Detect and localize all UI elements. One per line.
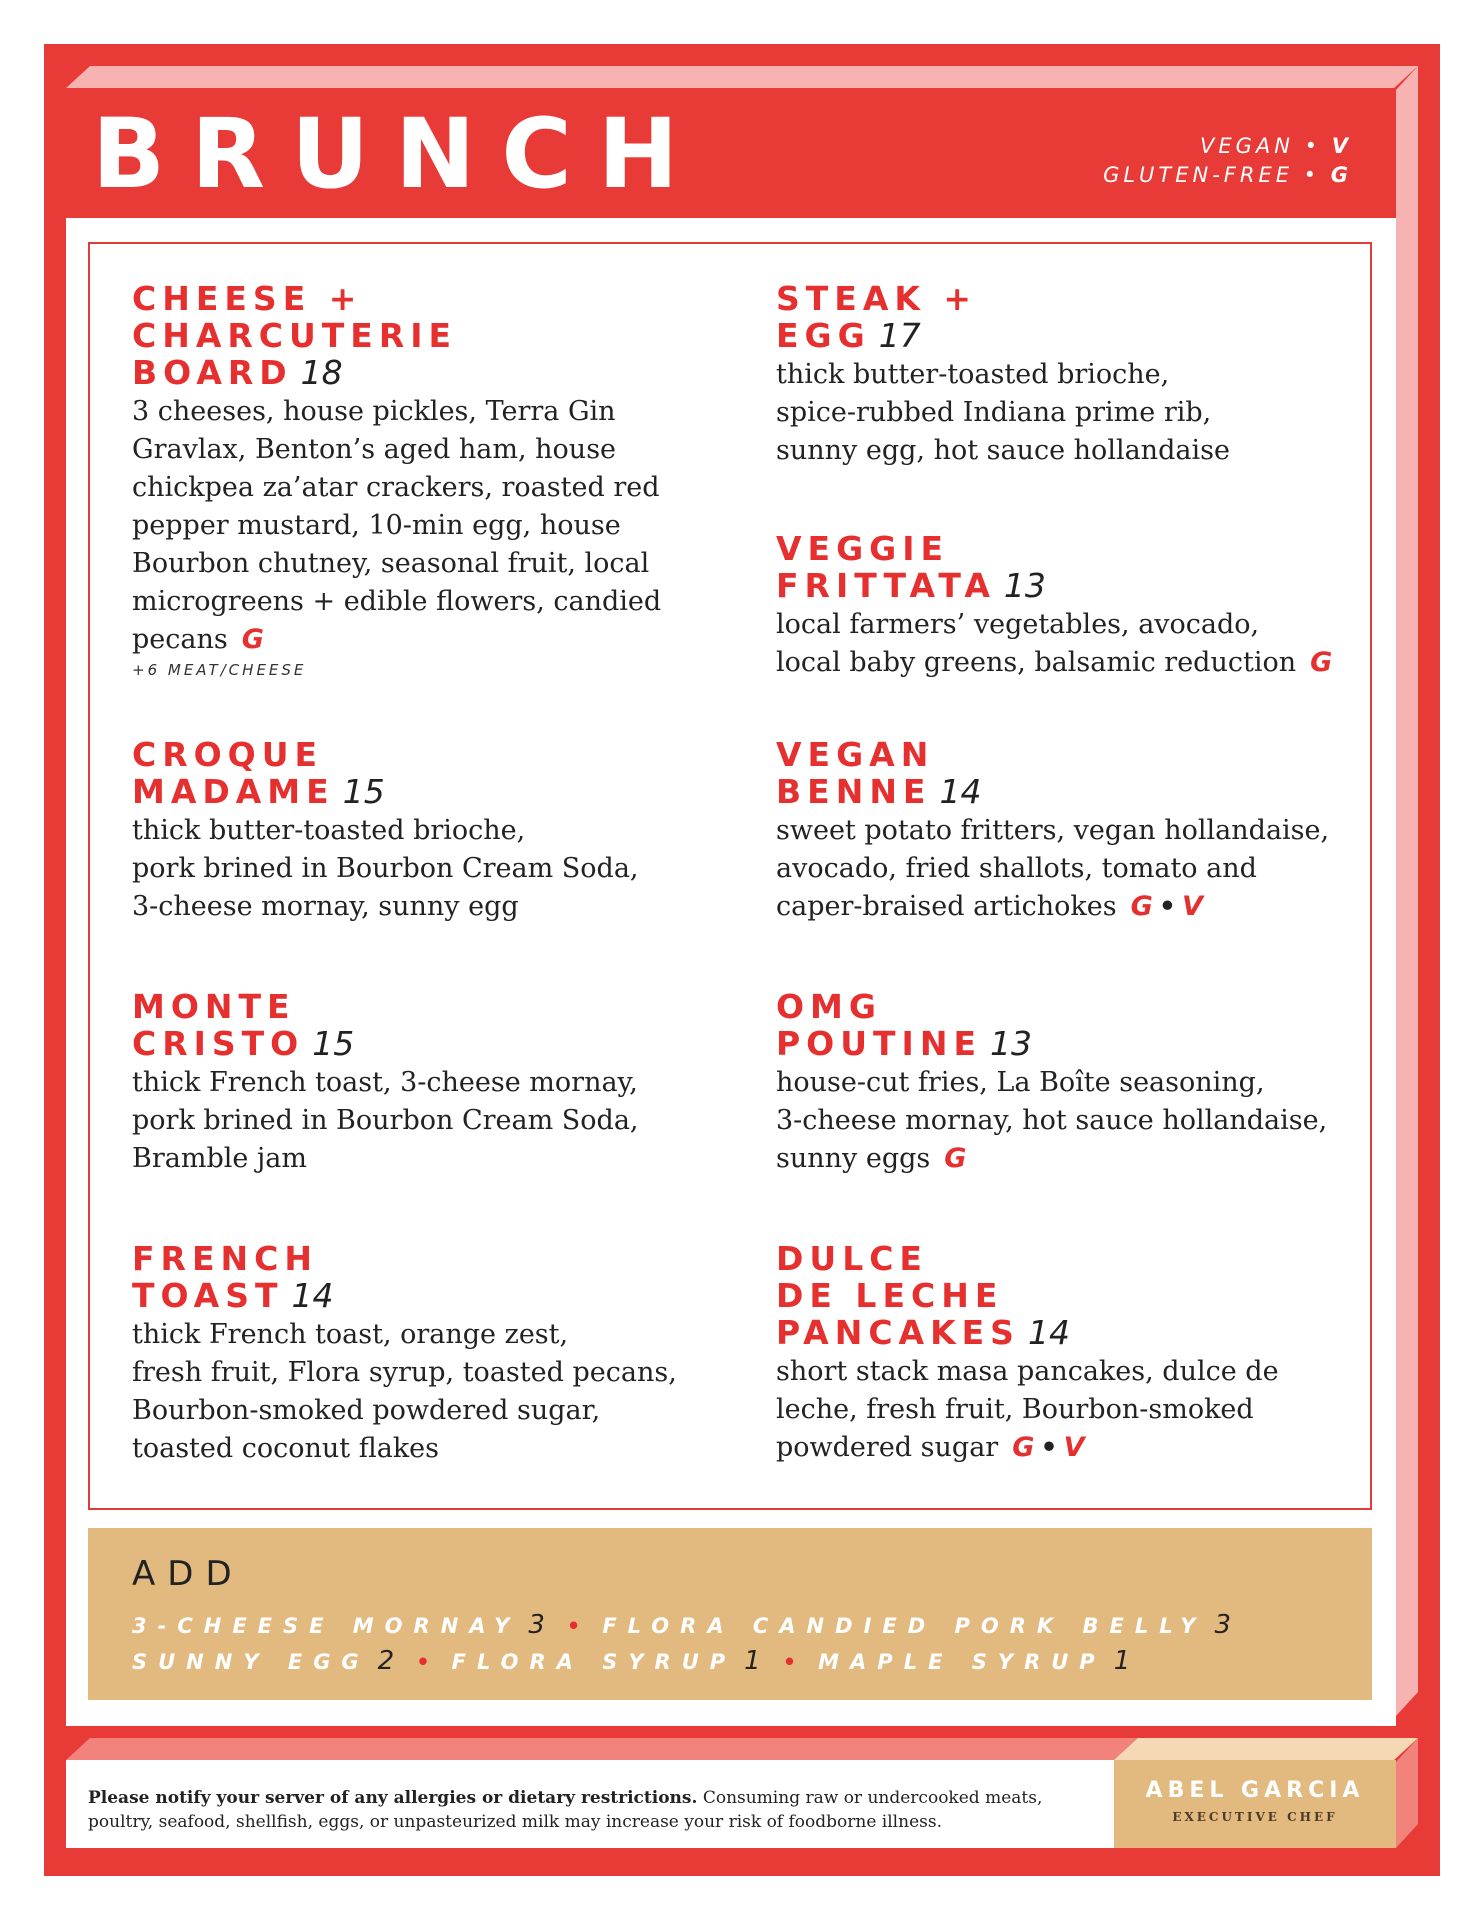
menu-items-box	[88, 242, 1372, 1510]
item-name: OMG POUTINE 13	[776, 987, 1032, 1063]
footer	[66, 1760, 1396, 1848]
item-price: 15	[342, 772, 385, 811]
menu-item-omg-poutine	[776, 988, 1336, 1178]
addon-separator: •	[566, 1614, 581, 1638]
item-description: sweet potato fritters, vegan hollandaise, avocado, fried shallots, tomato and caper-braised artichokes G • V	[776, 815, 1330, 922]
badge-separator: •	[1040, 1432, 1058, 1463]
item-name: VEGGIE FRITTATA 13	[776, 529, 1046, 605]
addon-separator: •	[416, 1650, 430, 1674]
item-description: local farmers’ vegetables, avocado, local baby greens, balsamic reduction G	[776, 609, 1333, 678]
menu-item-croque-madame	[132, 736, 692, 926]
legend-vegan: VEGAN • V	[1200, 134, 1352, 158]
menu-item-french-toast	[132, 1240, 692, 1468]
addon-price: 1	[744, 1646, 761, 1676]
addon-price: 1	[1113, 1646, 1131, 1676]
menu-item-steak-egg	[776, 280, 1336, 470]
addon-separator: •	[782, 1650, 797, 1674]
menu-panel	[66, 218, 1396, 1726]
chef-credit	[1114, 1760, 1396, 1848]
addon-price: 3	[528, 1610, 545, 1640]
chef-role: EXECUTIVE CHEF	[1172, 1810, 1338, 1824]
vegan-badge: V	[1182, 891, 1203, 922]
addon-label: 3-CHEESE MORNAY	[132, 1614, 521, 1638]
addon-label: FLORA SYRUP	[451, 1650, 737, 1674]
menu-item-veggie-frittata	[776, 530, 1336, 682]
menu-item-monte-cristo	[132, 988, 692, 1178]
header	[66, 88, 1396, 218]
item-name: VEGAN BENNE 14	[776, 735, 982, 811]
chef-bevel-top	[1114, 1738, 1418, 1760]
item-price: 13	[990, 1024, 1032, 1063]
allergy-notice	[88, 1786, 1048, 1834]
add-ons-line-2	[132, 1646, 1152, 1676]
item-description: thick butter-toasted brioche, spice-rubbed Indiana prime rib, sunny egg, hot sauce hollandaise	[776, 359, 1230, 466]
item-description: thick butter-toasted brioche, pork brined in Bourbon Cream Soda, 3-cheese mornay, sunny egg	[132, 815, 639, 922]
menu-item-cheese-charcuterie	[132, 280, 692, 679]
item-price: 14	[939, 772, 982, 811]
addon-price: 2	[377, 1646, 395, 1676]
legend-gluten-free: GLUTEN-FREE • G	[1103, 163, 1352, 187]
item-name: STEAK + EGG 17	[776, 279, 978, 355]
gluten-free-badge: G	[241, 624, 264, 655]
page-title: BRUNCH	[92, 98, 705, 210]
item-price: 17	[878, 316, 921, 355]
add-ons-box	[88, 1528, 1372, 1700]
gluten-free-badge: G	[1130, 891, 1153, 922]
item-addon-note: +6 MEAT/CHEESE	[132, 661, 307, 679]
item-description: short stack masa pancakes, dulce de leche, fresh fruit, Bourbon-smoked powdered sugar G • V	[776, 1356, 1279, 1463]
item-price: 15	[312, 1024, 355, 1063]
add-ons-line-1	[132, 1610, 1253, 1640]
chef-name: ABEL GARCIA	[1145, 1778, 1365, 1803]
allergy-notice-bold: Please notify your server of any allergies or dietary restrictions.	[88, 1788, 698, 1808]
item-name: CHEESE + CHARCUTERIE BOARD 18	[132, 279, 458, 392]
addon-label: FLORA CANDIED PORK BELLY	[602, 1614, 1207, 1638]
vegan-badge: V	[1063, 1432, 1085, 1463]
gluten-free-badge: G	[1310, 647, 1333, 678]
item-name: DULCE DE LECHE PANCAKES 14	[776, 1239, 1070, 1352]
badge-separator: •	[1158, 891, 1177, 922]
item-name: FRENCH TOAST 14	[132, 1239, 334, 1315]
diet-legend	[1103, 132, 1352, 190]
addon-price: 3	[1214, 1610, 1232, 1640]
item-price: 18	[300, 353, 343, 392]
item-description: thick French toast, 3-cheese mornay, pork brined in Bourbon Cream Soda, Bramble jam	[132, 1067, 639, 1174]
allergy-notice-text: Consuming raw or undercooked meats, poultry, seafood, shellfish, eggs, or unpasteurized milk may increase your risk of foodborne illness.	[88, 1788, 1043, 1832]
menu-item-dulce-de-leche-pancakes	[776, 1240, 1336, 1467]
menu-item-vegan-benne	[776, 736, 1336, 926]
item-name: CROQUE MADAME 15	[132, 735, 385, 811]
item-description: house-cut fries, La Boîte seasoning, 3-cheese mornay, hot sauce hollandaise, sunny eggs G	[776, 1067, 1328, 1174]
item-price: 13	[1003, 566, 1046, 605]
gluten-free-badge: G	[944, 1143, 967, 1174]
item-price: 14	[1027, 1313, 1070, 1352]
item-description: 3 cheeses, house pickles, Terra Gin Gravlax, Benton’s aged ham, house chickpea za’atar crackers, roasted red pepper mustard, 10-min egg, house Bourbon chutney, seasonal fruit, local microgreens + edible flowers, candied pecans G	[132, 396, 662, 655]
addon-label: MAPLE SYRUP	[818, 1650, 1106, 1674]
diet-badges	[1131, 891, 1203, 922]
diet-badges	[1012, 1432, 1084, 1463]
frame-bevel-right	[1396, 66, 1418, 1716]
gluten-free-badge: G	[1012, 1432, 1035, 1463]
add-ons-title: ADD	[132, 1554, 244, 1594]
frame-bevel-top	[66, 66, 1418, 88]
item-price: 14	[291, 1276, 334, 1315]
item-description: thick French toast, orange zest, fresh fruit, Flora syrup, toasted pecans, Bourbon-smoked powdered sugar, toasted coconut flakes	[132, 1319, 677, 1464]
item-name: MONTE CRISTO 15	[132, 987, 355, 1063]
addon-label: SUNNY EGG	[132, 1650, 370, 1674]
